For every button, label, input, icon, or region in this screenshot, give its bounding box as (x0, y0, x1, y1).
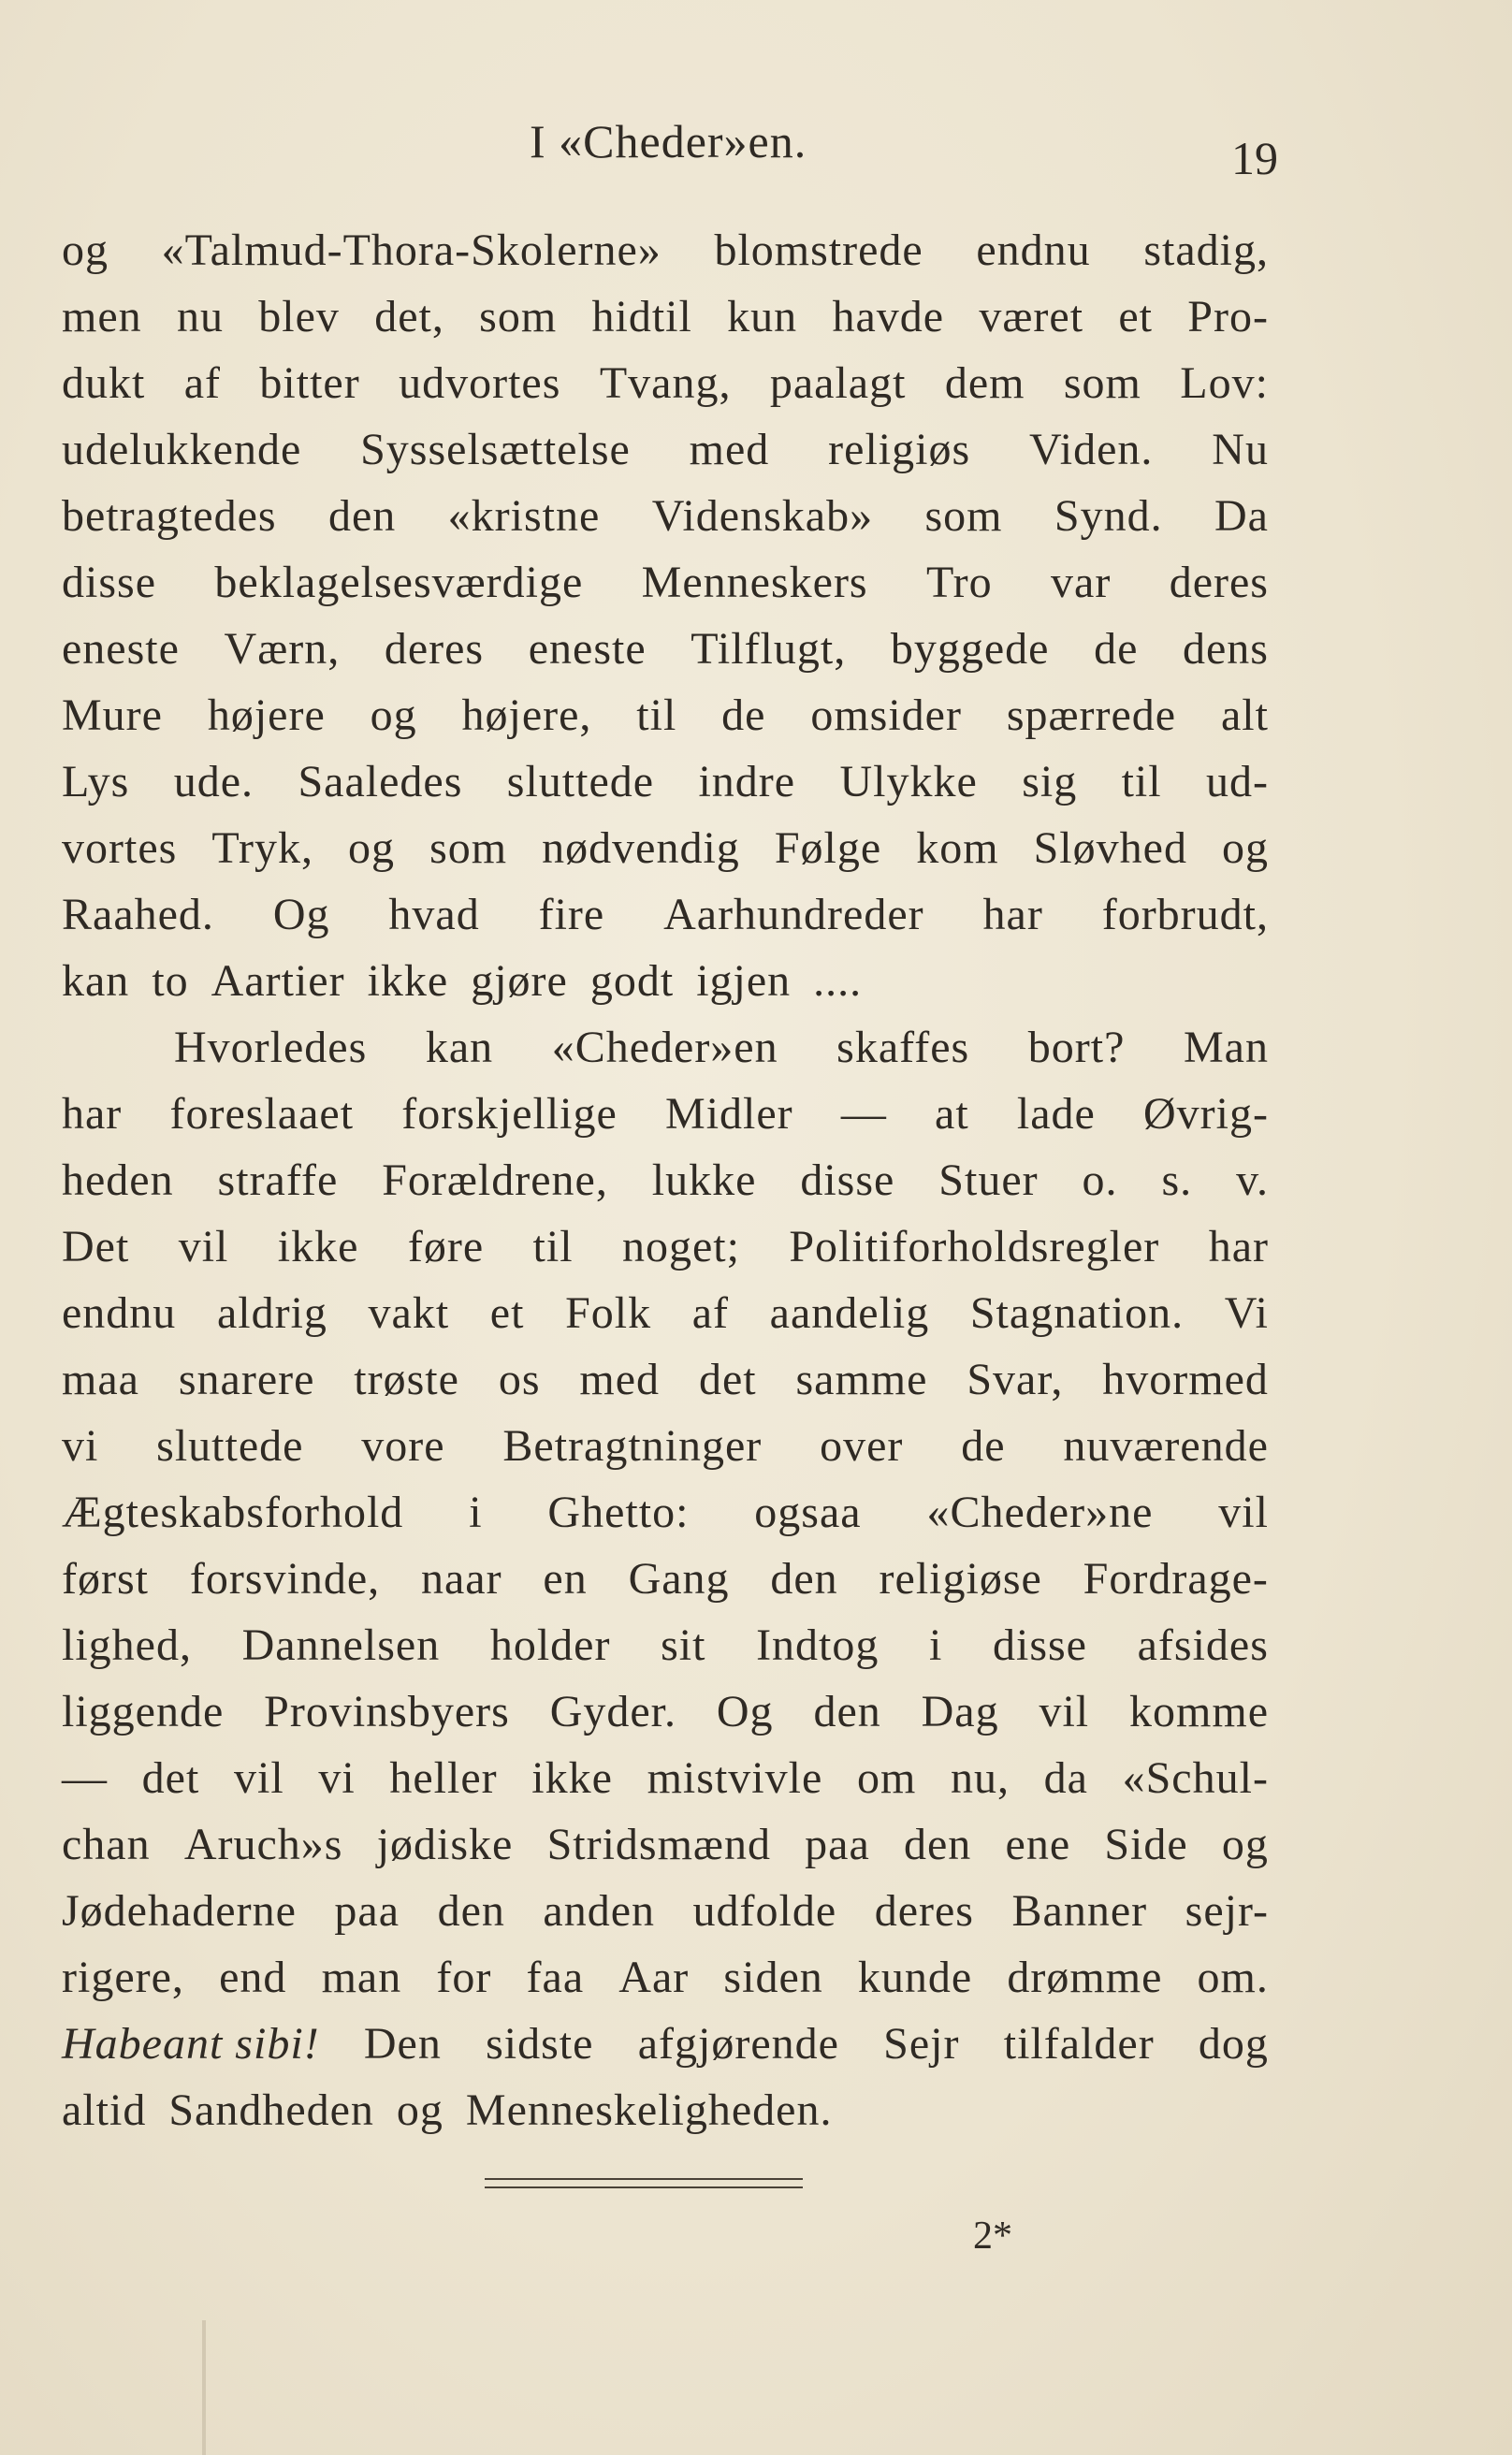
word: og (348, 823, 396, 873)
signature-mark: 2* (973, 2215, 1012, 2258)
word: ud- (1206, 757, 1269, 806)
text-line (62, 225, 1269, 291)
word: ikke (531, 1753, 613, 1803)
word: dens (1182, 624, 1269, 674)
text-line (62, 1952, 1269, 2018)
text-line (62, 2085, 1269, 2151)
word: Hvorledes (174, 1023, 368, 1072)
text-line (62, 2018, 1269, 2085)
word: os (498, 1355, 541, 1404)
word: Øvrig- (1143, 1089, 1269, 1139)
word: om (856, 1753, 917, 1803)
word: ene (1005, 1820, 1071, 1869)
word: ogsaa (754, 1488, 862, 1537)
word: tilfalder (1003, 2019, 1155, 2069)
word: disse (992, 1620, 1087, 1670)
word: Værn, (224, 624, 341, 674)
word: hidtil (591, 292, 692, 341)
margin-mark (202, 2320, 206, 2455)
word: liggende (62, 1687, 225, 1736)
text-line (62, 1221, 1269, 1287)
word: chan (62, 1820, 151, 1869)
word: «Cheder»en (551, 1023, 778, 1072)
word: Betragtninger (502, 1421, 763, 1471)
word: endnu (62, 1288, 177, 1338)
word: v. (1236, 1155, 1269, 1205)
word: altid (62, 2085, 147, 2135)
word: i (929, 1620, 943, 1670)
word: Saaledes (298, 757, 463, 806)
text-line (62, 1620, 1269, 1686)
word: hvormed (1102, 1355, 1269, 1404)
word: Nu (1212, 425, 1269, 474)
word: udelukkende (62, 425, 302, 474)
word: naar (420, 1554, 502, 1604)
word: anden (543, 1886, 656, 1936)
word: vakt (368, 1288, 450, 1338)
word: havde (832, 292, 945, 341)
word: af (691, 1288, 730, 1338)
text-line (62, 1885, 1269, 1952)
word: Habeant sibi! (62, 2019, 320, 2069)
word: som (924, 491, 1003, 541)
word: Provinsbyers (264, 1687, 510, 1736)
word: sit (661, 1620, 706, 1670)
word: den (813, 1687, 881, 1736)
word: lukke (651, 1155, 757, 1205)
word: sluttede (506, 757, 655, 806)
word: Sejr (883, 2019, 960, 2069)
word: Følge (774, 823, 882, 873)
word: afgjørende (637, 2019, 839, 2069)
text-line (62, 357, 1269, 424)
word: Fordrage- (1083, 1554, 1269, 1604)
word: som (1063, 358, 1141, 408)
word: sluttede (156, 1421, 304, 1471)
text-line (62, 1287, 1269, 1354)
word: Dag (921, 1687, 999, 1736)
word: religiøse (879, 1554, 1042, 1604)
word: for (436, 1953, 492, 2002)
word: Lys (62, 757, 130, 806)
word: Stuer (938, 1155, 1039, 1205)
word: «Cheder»ne (926, 1488, 1154, 1537)
word: vil (233, 1753, 284, 1803)
page-number: 19 (1231, 132, 1278, 184)
word: med (579, 1355, 661, 1404)
word: vore (361, 1421, 445, 1471)
text-line (62, 1354, 1269, 1420)
word: sejr- (1185, 1886, 1269, 1936)
word: Sløvhed (1033, 823, 1187, 873)
text-line (62, 291, 1269, 357)
word: Ægteskabsforhold (62, 1488, 404, 1537)
word: lighed, (62, 1620, 192, 1670)
word: skaffes (836, 1023, 970, 1072)
word: Aarhundreder (663, 890, 924, 939)
word: Stridsmænd (546, 1820, 771, 1869)
word: Pro- (1187, 292, 1269, 341)
word: og (1221, 1820, 1269, 1869)
word: højere, (461, 690, 592, 740)
word: Tilflugt, (691, 624, 847, 674)
word: maa (62, 1355, 139, 1404)
word: Og (272, 890, 330, 939)
text-line (62, 1487, 1269, 1553)
word: paa (334, 1886, 400, 1936)
word: deres (384, 624, 485, 674)
word: kom (916, 823, 999, 873)
word: stadig, (1143, 225, 1269, 275)
word: jødiske (376, 1820, 514, 1869)
word: Dannelsen (241, 1620, 441, 1670)
word: Da (1214, 491, 1269, 541)
word: de (721, 690, 766, 740)
word: Forældrene, (382, 1155, 608, 1205)
word: kunde (857, 1953, 973, 2002)
word: eneste (528, 624, 647, 674)
word: Gang (628, 1554, 730, 1604)
text-line (62, 1420, 1269, 1487)
word: Svar, (967, 1355, 1064, 1404)
word: paa (805, 1820, 870, 1869)
word: — (62, 1753, 108, 1803)
word: Tvang, (599, 358, 732, 408)
word: heller (389, 1753, 498, 1803)
word: de (961, 1421, 1006, 1471)
word: end (219, 1953, 287, 2002)
word: Tryk, (211, 823, 313, 873)
word: deres (874, 1886, 974, 1936)
word: to (152, 956, 189, 1006)
word: Folk (565, 1288, 652, 1338)
word: o. (1082, 1155, 1118, 1205)
word: endnu (976, 225, 1091, 275)
word: afsides (1137, 1620, 1269, 1670)
word: de (1094, 624, 1139, 674)
word: blomstrede (714, 225, 923, 275)
word: Jødehaderne (62, 1886, 297, 1936)
word: Aruch»s (183, 1820, 343, 1869)
word: heden (62, 1155, 174, 1205)
word: Aartier (211, 956, 345, 1006)
word: kan (425, 1023, 494, 1072)
word: rigere, (62, 1953, 184, 2002)
word: Side (1104, 1820, 1188, 1869)
word: Sandheden (168, 2085, 374, 2135)
word: siden (723, 1953, 823, 2002)
word: med (689, 425, 770, 474)
word: har (1208, 1222, 1269, 1271)
word: det (698, 1355, 757, 1404)
word: Man (1183, 1023, 1269, 1072)
text-line (62, 1686, 1269, 1752)
word: hvad (388, 890, 480, 939)
word: drømme (1007, 1953, 1163, 2002)
word: mistvivle (647, 1753, 823, 1803)
text-line (62, 756, 1269, 822)
word: Menneskeligheden. (465, 2085, 833, 2135)
word: føre (407, 1222, 485, 1271)
word: spærrede (1006, 690, 1177, 740)
word: en (543, 1554, 588, 1604)
word: disse (62, 558, 156, 607)
word: et (489, 1288, 525, 1338)
word: ikke (277, 1222, 359, 1271)
word: den (904, 1820, 972, 1869)
word: indre (698, 757, 796, 806)
word: byggede (890, 624, 1050, 674)
word: Det (62, 1222, 130, 1271)
word: nødvendig (542, 823, 740, 873)
word: og (62, 225, 109, 275)
word: «kristne (447, 491, 601, 541)
word: Ulykke (839, 757, 978, 806)
word: vortes (62, 823, 178, 873)
word: Midler (665, 1089, 793, 1139)
word: alt (1220, 690, 1269, 740)
word: har (62, 1089, 123, 1139)
text-line (62, 889, 1269, 955)
word: Indtog (756, 1620, 880, 1670)
word: holder (489, 1620, 611, 1670)
text-line (62, 1022, 1269, 1088)
word: aldrig (216, 1288, 327, 1338)
closing-rule-bottom (485, 2186, 803, 2188)
word: dukt (62, 358, 146, 408)
word: men (62, 292, 142, 341)
word: et (1118, 292, 1153, 341)
word: vil (1218, 1488, 1269, 1537)
word: omsider (810, 690, 962, 740)
word: det, (374, 292, 444, 341)
word: vi (62, 1421, 99, 1471)
word: til (532, 1222, 574, 1271)
word: vi (318, 1753, 356, 1803)
word: vil (1039, 1687, 1090, 1736)
word: den (437, 1886, 505, 1936)
word: forskjellige (401, 1089, 618, 1139)
text-line (62, 424, 1269, 490)
word: at (935, 1089, 969, 1139)
word: har (982, 890, 1043, 939)
word: forsvinde, (189, 1554, 381, 1604)
word: s. (1161, 1155, 1193, 1205)
word: paalagt (769, 358, 907, 408)
word: den (327, 491, 397, 541)
word: til (1121, 757, 1162, 806)
word: straffe (217, 1155, 339, 1205)
word: komme (1129, 1687, 1269, 1736)
word: kan (62, 956, 130, 1006)
word: da (1043, 1753, 1088, 1803)
word: foreslaaet (169, 1089, 355, 1139)
word: gjøre (471, 956, 568, 1006)
text-line (62, 623, 1269, 690)
word: Den (363, 2019, 442, 2069)
word: Synd. (1054, 491, 1163, 541)
word: Ghetto: (547, 1488, 690, 1537)
word: dem (944, 358, 1025, 408)
word: sidste (486, 2019, 594, 2069)
word: trøste (354, 1355, 459, 1404)
word: om. (1197, 1953, 1269, 2002)
word: Lov: (1180, 358, 1269, 408)
text-line (62, 490, 1269, 557)
text-line (62, 955, 1269, 1022)
word: sig (1022, 757, 1078, 806)
word: Viden. (1029, 425, 1154, 474)
word: eneste (62, 624, 180, 674)
word: fire (538, 890, 605, 939)
word: lade (1016, 1089, 1096, 1139)
word: bort? (1027, 1023, 1126, 1072)
word: deres (1169, 558, 1269, 607)
word: Mure (62, 690, 163, 740)
word: betragtedes (62, 491, 277, 541)
word: højere (207, 690, 326, 740)
word: ikke (367, 956, 449, 1006)
word: over (820, 1421, 904, 1471)
word: «Schul- (1122, 1753, 1269, 1803)
body-text (62, 225, 1269, 2180)
word: i (469, 1488, 483, 1537)
word: og (396, 2085, 443, 2135)
word: bitter (259, 358, 360, 408)
text-line (62, 822, 1269, 889)
text-line (62, 1553, 1269, 1620)
word: og (370, 690, 417, 740)
word: det (141, 1753, 200, 1803)
word: beklagelsesværdige (214, 558, 584, 607)
word: disse (800, 1155, 895, 1205)
word: blev (258, 292, 340, 341)
word: nu, (950, 1753, 1010, 1803)
word: som (429, 823, 508, 873)
word: forbrudt, (1101, 890, 1269, 939)
word: og (1222, 823, 1269, 873)
word: Sysselsættelse (360, 425, 631, 474)
word: Tro (926, 558, 993, 607)
word: man (321, 1953, 402, 2002)
word: været (979, 292, 1084, 341)
word: snarere (178, 1355, 315, 1404)
word: noget; (621, 1222, 740, 1271)
text-line (62, 690, 1269, 756)
word: Og (716, 1687, 774, 1736)
word: aandelig (769, 1288, 930, 1338)
word: var (1051, 558, 1112, 607)
word: Raahed. (62, 890, 214, 939)
word: Stagnation. (969, 1288, 1185, 1338)
text-line (62, 557, 1269, 623)
closing-rule-top (485, 2178, 803, 2180)
text-line (62, 1155, 1269, 1221)
word: ude. (173, 757, 254, 806)
text-line (62, 1819, 1269, 1885)
word: dog (1198, 2019, 1269, 2069)
word: .... (813, 956, 863, 1006)
running-title: I «Cheder»en. (530, 115, 807, 167)
word: vil (178, 1222, 229, 1271)
word: «Talmud-Thora-Skolerne» (161, 225, 662, 275)
word: Gyder. (549, 1687, 677, 1736)
word: udfolde (692, 1886, 837, 1936)
word: nuværende (1063, 1421, 1269, 1471)
word: nu (176, 292, 224, 341)
word: Menneskers (641, 558, 868, 607)
word: Politiforholdsregler (789, 1222, 1160, 1271)
word: religiøs (828, 425, 971, 474)
word: Videnskab» (651, 491, 874, 541)
word: udvortes (399, 358, 561, 408)
word: Vi (1224, 1288, 1269, 1338)
word: igjen (696, 956, 792, 1006)
word: godt (589, 956, 675, 1006)
word: den (770, 1554, 838, 1604)
text-line (62, 1088, 1269, 1155)
word: af (183, 358, 222, 408)
word: først (62, 1554, 149, 1604)
text-line (62, 1752, 1269, 1819)
word: til (636, 690, 677, 740)
word: som (479, 292, 558, 341)
word: — (840, 1089, 887, 1139)
word: Banner (1011, 1886, 1148, 1936)
word: faa (526, 1953, 585, 2002)
word: samme (795, 1355, 928, 1404)
word: kun (727, 292, 798, 341)
word: Aar (618, 1953, 690, 2002)
